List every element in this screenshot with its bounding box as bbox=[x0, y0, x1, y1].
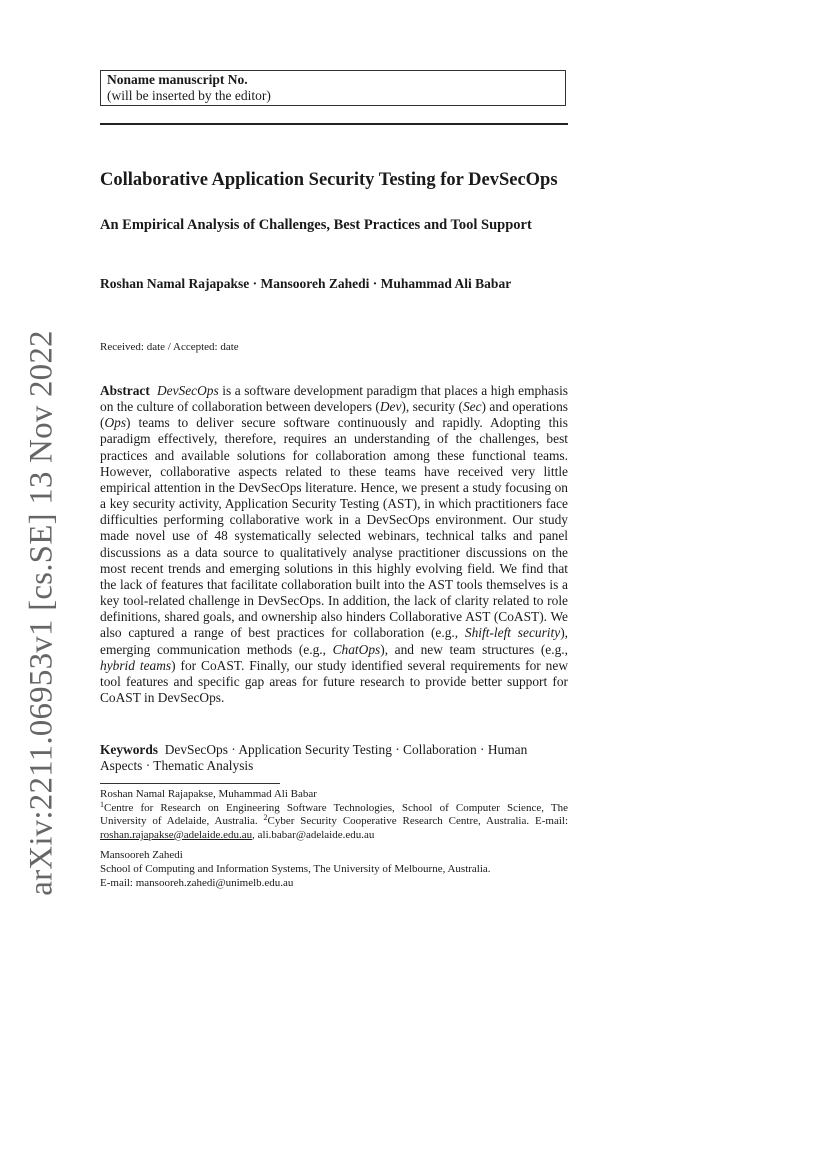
paper-title: Collaborative Application Security Testing for DevSecOps bbox=[100, 170, 558, 190]
author-list: Roshan Namal Rajapakse · Mansooreh Zahedi · Muhammad Ali Babar bbox=[100, 276, 512, 291]
abstract-text: Shift-left security bbox=[464, 625, 561, 641]
abstract-text: Dev bbox=[379, 399, 402, 415]
abstract-heading: Abstract bbox=[100, 383, 150, 398]
paper-subtitle: An Empirical Analysis of Challenges, Best Practices and Tool Support bbox=[100, 217, 532, 233]
abstract-text: ) and operations ( bbox=[100, 399, 568, 431]
footnote-rule bbox=[100, 783, 280, 784]
abstract-text: DevSecOps bbox=[156, 383, 219, 398]
email-link-rajapakse[interactable]: roshan.rajapakse@adelaide.edu.au bbox=[100, 828, 253, 841]
keywords bbox=[100, 742, 568, 774]
footnote-names-1: Roshan Namal Rajapakse, Muhammad Ali Babar bbox=[100, 788, 317, 800]
abstract-text: ), and new team structures (e.g., bbox=[380, 641, 568, 657]
manuscript-number: Noname manuscript No. bbox=[107, 72, 248, 87]
footnote-affiliation-2: School of Computing and Information Systems, The University of Melbourne, Australia. bbox=[100, 862, 491, 875]
affiliation-text: Centre for Research on Engineering Software Technologies, School of Computer Science, The University of Adelaide, Australia. bbox=[100, 801, 568, 828]
arxiv-identifier: arXiv:2211.06953v1 [cs.SE] 13 Nov 2022 bbox=[23, 329, 60, 896]
header-rule bbox=[100, 123, 568, 125]
abstract-text: hybrid teams bbox=[100, 657, 172, 673]
keywords-text: DevSecOps · Application Security Testing · Collaboration · Human Aspects · Thematic Analysis bbox=[100, 742, 528, 773]
affiliation-text: Cyber Security Cooperative Research Centre, Australia. E-mail: bbox=[267, 815, 568, 828]
abstract-text: ChatOps bbox=[332, 641, 381, 657]
manuscript-box bbox=[100, 70, 566, 106]
footnote-marker: 2 bbox=[263, 813, 268, 823]
abstract-text: ) teams to deliver secure software continuously and rapidly. Adopting this paradigm effectively, therefore, requires an understanding of the challenges, best practices and available solutions for collaboration among these functional teams. However, collaborative aspects related to these teams have received very little empirical attention in the DevSecOps literature. Hence, we present a study focusing on a key security activity, Application Security Testing (AST), in which practitioners face difficulties performing collaborative work in a DevSecOps environment. Our study made novel use of 48 systematically selected webinars, technical talks and panel discussions as a data source to qualitatively analyse practitioner discussions on the most recent trends and emerging solutions in this highly evolving field. We find that the lack of features that facilitate collaboration built into the AST tools themselves is a key tool-related challenge in DevSecOps. In addition, the lack of clarity related to role definitions, shared goals, and ownership also hinders Collaborative AST (CoAST). We also captured a range of best practices for collaboration (e.g., bbox=[100, 415, 568, 641]
abstract-text: ), security ( bbox=[401, 399, 463, 415]
manuscript-note: (will be inserted by the editor) bbox=[107, 88, 271, 103]
abstract-text: Sec bbox=[462, 399, 482, 415]
abstract-text: Ops bbox=[104, 415, 127, 431]
separator: , bbox=[252, 828, 258, 841]
footnote-affiliation-1 bbox=[100, 799, 568, 843]
arxiv-sidebar bbox=[16, 329, 68, 896]
footnote-marker: 1 bbox=[100, 799, 104, 809]
abstract bbox=[100, 383, 568, 706]
footnote-names-2: Mansooreh Zahedi bbox=[100, 849, 183, 862]
email-link-babar[interactable]: ali.babar@adelaide.edu.au bbox=[257, 828, 375, 841]
abstract-text: is a software development paradigm that places a high emphasis on the culture of collaboration between developers ( bbox=[100, 383, 568, 415]
footnote-email-zahedi[interactable]: E-mail: mansooreh.zahedi@unimelb.edu.au bbox=[100, 876, 294, 889]
received-date: Received: date / Accepted: date bbox=[100, 341, 239, 353]
author-footnotes bbox=[100, 788, 568, 890]
abstract-text: ) for CoAST. Finally, our study identified several requirements for new tool features and specific gap areas for future research to provide better support for CoAST in DevSecOps. bbox=[100, 657, 568, 705]
keywords-heading: Keywords bbox=[100, 742, 159, 757]
abstract-text: ), emerging communication methods (e.g., bbox=[100, 625, 568, 657]
